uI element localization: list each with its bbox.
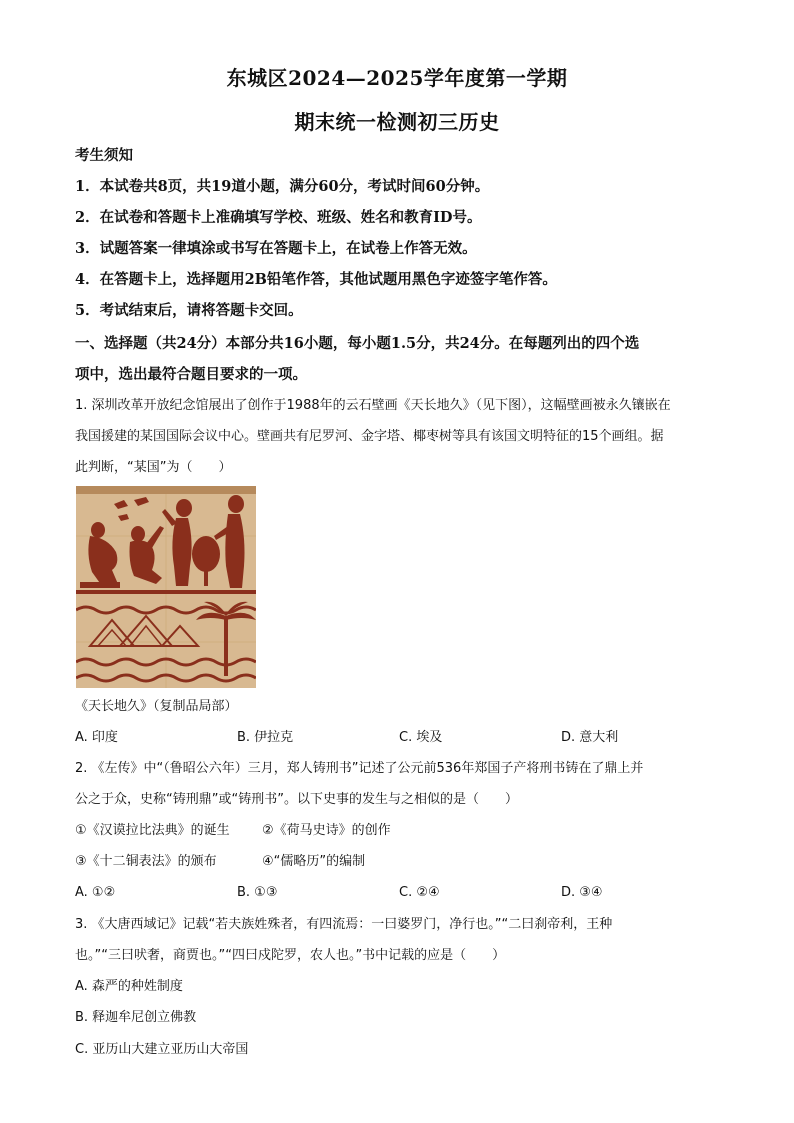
exam-title-line1: 东城区2024—2025学年度第一学期: [226, 66, 568, 90]
mural-image: [76, 486, 256, 688]
q3-stem-line1: 3. 《大唐西域记》记载“若夫族姓殊者，有四流焉：一曰婆罗门，净行也。”“二曰刹帝利，王种: [75, 917, 613, 932]
section1-instructions-line2: 项中，选出最符合题目要求的一项。: [75, 366, 307, 383]
q1-image-caption: 《天长地久》（复制品局部）: [75, 699, 238, 714]
notice-item-5: 5．考试结束后，请将答题卡交回。: [75, 302, 303, 319]
notice-heading: 考生须知: [75, 147, 133, 164]
q1-option-d[interactable]: D. 意大利: [561, 730, 619, 745]
q2-stem-line1: 2. 《左传》中“（鲁昭公六年）三月，郑人铸刑书”记述了公元前536年郑国子产将刑书铸在了鼎上并: [75, 761, 644, 776]
q2-item-2: ②《荷马史诗》的创作: [262, 823, 391, 838]
q3-option-c[interactable]: C. 亚历山大建立亚历山大帝国: [75, 1042, 249, 1057]
q1-stem-line2: 我国援建的某国国际会议中心。壁画共有尼罗河、金字塔、椰枣树等具有该国文明特征的15个画组。据: [75, 429, 664, 444]
q1-stem-line1: 1. 深圳改革开放纪念馆展出了创作于1988年的云石壁画《天长地久》（见下图），这幅壁画被永久镶嵌在: [75, 398, 671, 413]
q1-stem-line3: 此判断，“某国”为（ ）: [75, 460, 232, 475]
notice-item-1: 1．本试卷共8页，共19道小题，满分60分，考试时间60分钟。: [75, 178, 490, 195]
q2-option-c[interactable]: C. ②④: [399, 885, 440, 900]
notice-item-2: 2．在试卷和答题卡上准确填写学校、班级、姓名和教育ID号。: [75, 209, 482, 226]
section1-instructions-line1: 一、选择题（共24分）本部分共16小题，每小题1.5分，共24分。在每题列出的四个选: [75, 335, 640, 352]
q3-option-b[interactable]: B. 释迦牟尼创立佛教: [75, 1010, 197, 1025]
notice-item-3: 3．试题答案一律填涂或书写在答题卡上，在试卷上作答无效。: [75, 240, 477, 257]
q2-option-b[interactable]: B. ①③: [237, 885, 278, 900]
q3-stem-line2: 也。”“三曰吠奢，商贾也。”“四曰戍陀罗，农人也。”书中记载的应是（ ）: [75, 948, 506, 963]
q1-option-c[interactable]: C. 埃及: [399, 730, 443, 745]
q3-option-a[interactable]: A. 森严的种姓制度: [75, 979, 183, 994]
q2-item-4: ④“儒略历”的编制: [262, 854, 366, 869]
q2-option-a[interactable]: A. ①②: [75, 885, 116, 900]
q2-item-3: ③《十二铜表法》的颁布: [75, 854, 217, 869]
q1-option-b[interactable]: B. 伊拉克: [237, 730, 294, 745]
exam-title-line2: 期末统一检测初三历史: [294, 110, 500, 134]
notice-item-4: 4．在答题卡上，选择题用2B铅笔作答，其他试题用黑色字迹签字笔作答。: [75, 271, 557, 288]
mural-illustration: [76, 486, 256, 688]
q2-stem-line2: 公之于众，史称“铸刑鼎”或“铸刑书”。以下史事的发生与之相似的是（ ）: [75, 792, 518, 807]
q2-item-1: ①《汉谟拉比法典》的诞生: [75, 823, 230, 838]
q1-option-a[interactable]: A. 印度: [75, 730, 118, 745]
q2-option-d[interactable]: D. ③④: [561, 885, 603, 900]
